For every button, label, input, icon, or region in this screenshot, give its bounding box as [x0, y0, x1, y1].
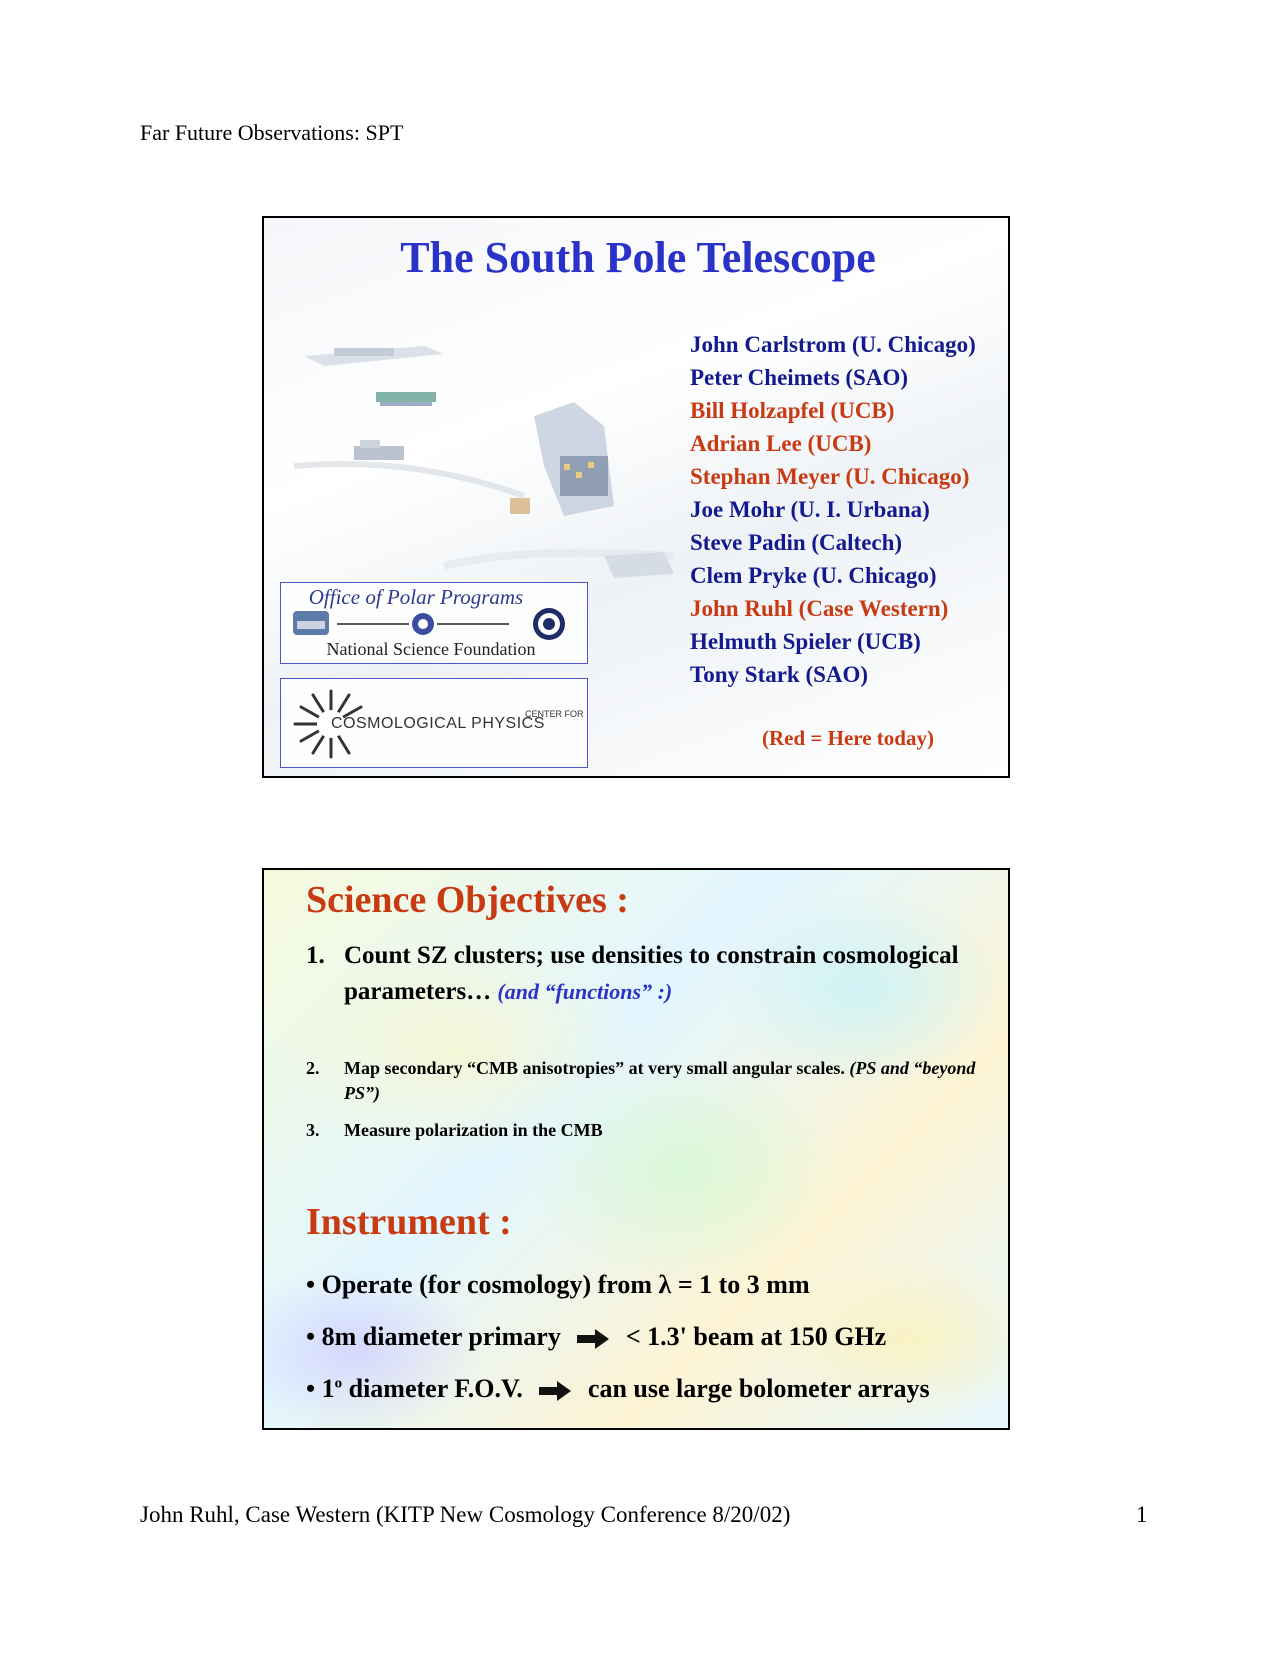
cosmological-physics-logo — [280, 678, 588, 768]
collaborator-list — [690, 328, 976, 691]
objective-text: Measure polarization in the CMB — [344, 1120, 603, 1140]
instrument-bullet-fov — [306, 1374, 930, 1404]
lambda-symbol: λ — [658, 1270, 672, 1299]
objective-text: Map secondary “CMB anisotropies” at very small angular scales. — [344, 1058, 845, 1078]
opp-logo-title: Office of Polar Programs — [308, 585, 524, 609]
south-pole-station-photo — [264, 306, 684, 606]
bullet-text: diameter F.O.V. — [342, 1374, 523, 1403]
bullet-text: can use large bolometer arrays — [587, 1374, 930, 1403]
collaborator-name: Helmuth Spieler (UCB) — [690, 629, 921, 654]
legend-note: (Red = Here today) — [762, 726, 934, 750]
objective-number: 3. — [306, 1120, 320, 1140]
objective-number: 1. — [306, 942, 325, 969]
instrument-bullet-wavelength — [306, 1270, 810, 1300]
nsf-logo-text: National Science Foundation — [326, 639, 536, 659]
objective-text: Count SZ clusters; use densities to constrain cosmological parameters… — [344, 942, 959, 1005]
collaborator-name: Joe Mohr (U. I. Urbana) — [690, 497, 930, 522]
collaborator-name: Tony Stark (SAO) — [690, 662, 869, 687]
objective-3 — [306, 1118, 986, 1143]
cfcp-small-text: CENTER FOR — [525, 709, 584, 719]
arrow-right-icon — [575, 1328, 611, 1350]
nsf-emblems-icon — [281, 607, 587, 641]
degree-symbol: o — [334, 1375, 343, 1392]
objective-aside: (and “functions” :) — [497, 979, 673, 1004]
collaborator-name: Stephan Meyer (U. Chicago) — [690, 464, 970, 489]
collaborator-name: Steve Padin (Caltech) — [690, 530, 903, 555]
collaborator-name: Adrian Lee (UCB) — [690, 431, 872, 456]
page-header: Far Future Observations: SPT — [140, 120, 404, 145]
cfcp-name-text: COSMOLOGICAL PHYSICS — [331, 715, 545, 732]
instrument-bullet-primary — [306, 1322, 886, 1352]
slide-science-objectives — [262, 868, 1010, 1430]
bullet-text: = 1 to 3 mm — [671, 1270, 810, 1299]
collaborator-name: John Carlstrom (U. Chicago) — [690, 332, 976, 357]
bullet-text: < 1.3' beam at 150 GHz — [625, 1322, 887, 1351]
collaborator-name: Clem Pryke (U. Chicago) — [690, 563, 937, 588]
bullet-text: • 1 — [306, 1374, 335, 1403]
instrument-heading: Instrument : — [306, 1201, 512, 1243]
page-number: 1 — [1136, 1502, 1148, 1527]
nsf-opp-logo — [280, 582, 588, 664]
slide-south-pole-telescope — [262, 216, 1010, 778]
page-footer: John Ruhl, Case Western (KITP New Cosmology Conference 8/20/02) — [140, 1502, 791, 1527]
arrow-right-icon — [537, 1380, 573, 1402]
bullet-text: • 8m diameter primary — [306, 1322, 561, 1351]
collaborator-name: Peter Cheimets (SAO) — [690, 365, 909, 390]
slide-title: The South Pole Telescope — [400, 233, 876, 282]
bullet-text: • Operate (for cosmology) from — [306, 1270, 659, 1299]
collaborator-name: John Ruhl (Case Western) — [690, 596, 949, 621]
objective-1 — [306, 938, 986, 1010]
collaborator-name: Bill Holzapfel (UCB) — [690, 398, 895, 423]
science-objectives-heading: Science Objectives : — [306, 879, 629, 921]
objective-number: 2. — [306, 1058, 320, 1078]
objective-2 — [306, 1056, 986, 1106]
objective-aside: (PS and “beyond PS”) — [344, 1058, 976, 1103]
